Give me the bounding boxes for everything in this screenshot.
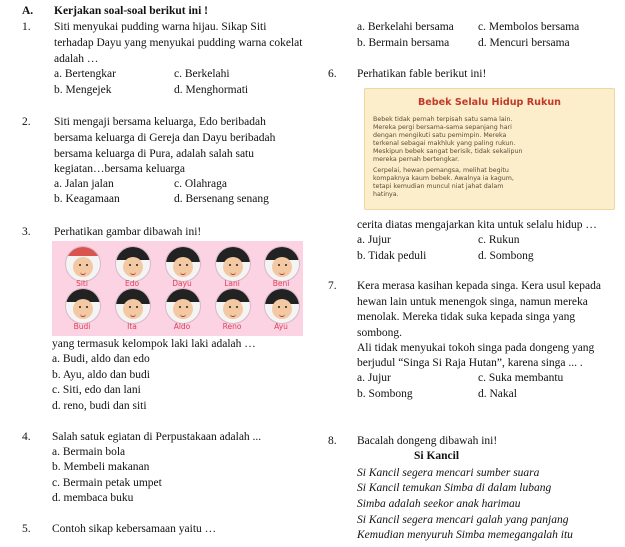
q3-option-c: c. Siti, edo dan lani: [52, 384, 141, 396]
child-name: Lani: [224, 279, 240, 288]
q7-option-c: c. Suka membantu: [478, 372, 564, 384]
q3-number: 3.: [22, 226, 31, 238]
q2-number: 2.: [22, 116, 31, 128]
fable-line: tetapi kemudian muncul niat jahat dalam: [373, 183, 504, 190]
q4-text: Salah satuk egiatan di Perpustakaan adalah ...: [52, 431, 262, 443]
q7-line-2: hewan lain untuk menengok singa, namun mereka: [357, 296, 588, 308]
q3-option-a: a. Budi, aldo dan edo: [52, 353, 150, 365]
section-letter: A.: [22, 5, 34, 17]
q3-question: yang termasuk kelompok laki laki adalah …: [52, 338, 256, 350]
child-name: Dayu: [172, 279, 192, 288]
child-face-icon: [165, 246, 201, 282]
q8-number: 8.: [328, 435, 337, 447]
q7-line-6: berjudul “Singa Si Raja Hutan”, karena singa ... .: [357, 357, 583, 369]
q2-option-c: c. Olahraga: [174, 178, 227, 190]
q6-number: 6.: [328, 68, 337, 80]
q2-option-a: a. Jalan jalan: [54, 178, 114, 190]
child-face-icon: [165, 288, 201, 324]
q7-line-3: menolak. Mereka tidak suka kepada singa yang: [357, 311, 576, 323]
q7-option-d: d. Nakal: [478, 388, 517, 400]
q2-line-2: bersama keluarga di Gereja dan Dayu beribadah: [54, 132, 276, 144]
fable-line: kompaknya kaum bebek. Awalnya ia kagum,: [373, 175, 514, 182]
q2-line-1: Siti mengaji bersama keluarga, Edo beribadah: [54, 116, 266, 128]
q2-line-3: bersama keluarga di Pura, adalah salah satu: [54, 148, 255, 160]
q1-line-2: terhadap Dayu yang menyukai pudding warna cokelat: [54, 37, 303, 49]
q6-text: Perhatikan fable berikut ini!: [357, 68, 487, 80]
child-face-icon: [215, 246, 251, 282]
q1-line-1: Siti menyukai pudding warna hijau. Sikap Siti: [54, 21, 267, 33]
q4-option-c: c. Bermain petak umpet: [52, 477, 162, 489]
child-name: Ayu: [274, 322, 288, 331]
fable-line: Mereka pergi bersama-sama sepanjang hari: [373, 124, 512, 131]
story-title: Si Kancil: [414, 450, 460, 462]
q7-option-b: b. Sombong: [357, 388, 413, 400]
q3-option-b: b. Ayu, aldo dan budi: [52, 369, 150, 381]
fable-line: Cerpelai, hewan pemangsa, melihat begitu: [373, 167, 509, 174]
fable-title: Bebek Selalu Hidup Rukun: [417, 97, 562, 108]
fable-line: Bebek tidak pernah terpisah satu sama lain.: [373, 116, 513, 123]
q3-text: Perhatikan gambar dibawah ini!: [54, 226, 202, 238]
q7-line-5: Ali tidak menyukai tokoh singa pada dongeng yang: [357, 342, 595, 354]
q1-option-c: c. Berkelahi: [174, 68, 230, 80]
q1-line-3: adalah …: [54, 53, 99, 65]
q4-option-b: b. Membeli makanan: [52, 461, 150, 473]
q4-option-a: a. Bermain bola: [52, 446, 126, 458]
q5-text: Contoh sikap kebersamaan yaitu …: [52, 523, 217, 535]
q2-option-b: b. Keagamaan: [54, 193, 120, 205]
q8-text: Bacalah dongeng dibawah ini!: [357, 435, 498, 447]
q2-line-4: kegiatan…bersama keluarga: [54, 163, 186, 175]
child-face-icon: [215, 288, 251, 324]
q5-option-d: d. Mencuri bersama: [478, 37, 570, 49]
q3-option-d: d. reno, budi dan siti: [52, 400, 147, 412]
child-name: Budi: [73, 322, 91, 331]
q5-number: 5.: [22, 523, 31, 535]
fable-line: Meskipun bebek sangat berisik, tidak sekalipun: [373, 148, 523, 155]
q6-option-b: b. Tidak peduli: [357, 250, 427, 262]
q5-option-c: c. Membolos bersama: [478, 21, 580, 33]
q1-option-d: d. Menghormati: [174, 84, 249, 96]
q2-option-d: d. Bersenang senang: [174, 193, 269, 205]
section-title: Kerjakan soal-soal berikut ini !: [54, 5, 208, 17]
q4-number: 4.: [22, 431, 31, 443]
q6-option-d: d. Sombong: [478, 250, 534, 262]
child-name: Aldo: [173, 322, 191, 331]
q1-option-b: b. Mengejek: [54, 84, 112, 96]
q7-line-4: sombong.: [357, 327, 403, 339]
child-name: Edo: [124, 279, 140, 288]
q6-option-c: c. Rukun: [478, 234, 520, 246]
story-line: Simba adalah seekor anak harimau: [357, 498, 521, 510]
fable-line: dengan mengikuti satu pemimpin. Mereka: [373, 132, 507, 139]
fable-line: mereka pernah bertengkar.: [373, 156, 460, 163]
child-face-icon: [264, 288, 300, 324]
q6-option-a: a. Jujur: [357, 234, 391, 246]
story-line: Si Kancil segera mencari sumber suara: [357, 467, 540, 479]
q7-line-1: Kera merasa kasihan kepada singa. Kera usul kepada: [357, 280, 601, 292]
children-picture: [52, 241, 303, 336]
q5-option-a: a. Berkelahi bersama: [357, 21, 454, 33]
q6-question: cerita diatas mengajarkan kita untuk selalu hidup …: [357, 219, 597, 231]
child-face-icon: [264, 246, 300, 282]
fable-box: [364, 88, 615, 210]
child-name: Beni: [272, 279, 290, 288]
child-face-icon: [65, 246, 101, 282]
q7-option-a: a. Jujur: [357, 372, 391, 384]
q7-number: 7.: [328, 280, 337, 292]
q1-option-a: a. Bertengkar: [54, 68, 116, 80]
child-name: Ita: [127, 322, 137, 331]
story-line: Kemudian menyuruh Simba memegangalah itu: [357, 529, 573, 541]
q1-number: 1.: [22, 21, 31, 33]
child-face-icon: [115, 288, 151, 324]
fable-line: hatinya.: [373, 191, 399, 198]
child-face-icon: [65, 288, 101, 324]
q5-option-b: b. Bermain bersama: [357, 37, 450, 49]
child-face-icon: [115, 246, 151, 282]
story-line: Si Kancil segera mencari galah yang panjang: [357, 514, 569, 526]
child-name: Reno: [222, 322, 242, 331]
fable-line: terkenal sebagai makhluk yang paling rukun.: [373, 140, 516, 147]
child-name: Siti: [76, 279, 88, 288]
story-line: Si Kancil temukan Simba di dalam lubang: [357, 482, 552, 494]
q4-option-d: d. membaca buku: [52, 492, 134, 504]
